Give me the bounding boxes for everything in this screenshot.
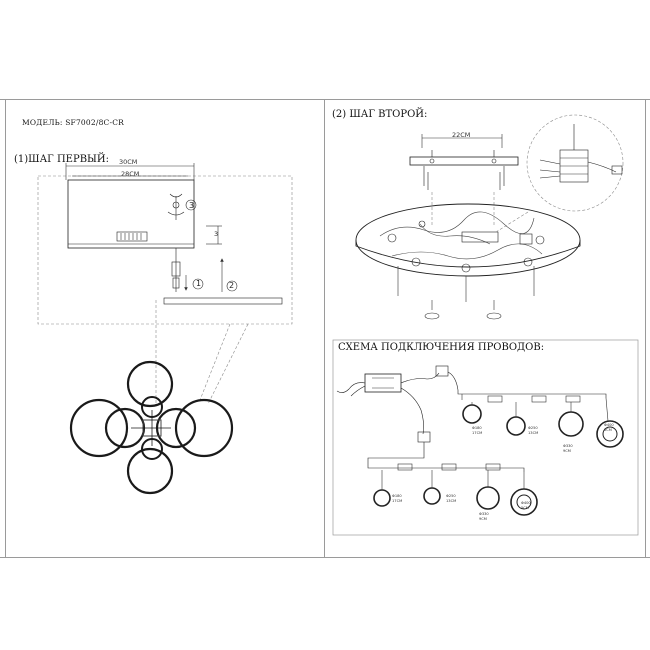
- ring-top-3-diam: Φ330: [563, 444, 573, 448]
- ring-top-4-length: 5CM: [604, 428, 612, 432]
- ring-top-3-length: 9CM: [563, 449, 571, 453]
- ring-bottom-3-diam: Φ330: [479, 512, 489, 516]
- step1-dim-side: 3: [214, 230, 219, 238]
- ring-bottom-3-length: 9CM: [479, 517, 487, 521]
- step2-dim-top: 22СМ: [452, 131, 471, 139]
- callout-2: 2: [229, 281, 235, 290]
- ring-top-2-length: 13CM: [528, 431, 539, 435]
- callout-3: 3: [189, 201, 195, 210]
- ring-top-1-length: 17CM: [472, 431, 483, 435]
- wiring-drawing: [337, 366, 623, 515]
- step1-dim-inner: 28СМ: [121, 170, 140, 178]
- ring-bottom-4-diam: Φ400: [521, 501, 531, 505]
- lamp-top-view: [71, 362, 232, 493]
- step2-drawing: [356, 115, 623, 319]
- step1-title: (1)ШАГ ПЕРВЫЙ:: [14, 154, 109, 165]
- ring-bottom-2-diam: Φ250: [446, 494, 456, 498]
- step1-dim-outer: 30СМ: [119, 158, 138, 166]
- ring-top-1-diam: Φ180: [472, 426, 482, 430]
- step1-drawing: [38, 163, 292, 406]
- callout-1: 1: [196, 279, 202, 288]
- wiring-title: СХЕМА ПОДКЛЮЧЕНИЯ ПРОВОДОВ:: [338, 342, 545, 353]
- ring-bottom-2-length: 13CM: [446, 499, 457, 503]
- ring-top-2-diam: Φ250: [528, 426, 538, 430]
- model-label: МОДЕЛЬ: SF7002/8C-CR: [22, 118, 125, 127]
- ring-top-4-diam: Φ400: [604, 423, 614, 427]
- ring-bottom-4-length: 5CM: [521, 506, 529, 510]
- step2-title: (2) ШАГ ВТОРОЙ:: [332, 109, 428, 120]
- ring-bottom-1-length: 17CM: [392, 499, 403, 503]
- ring-bottom-1-diam: Φ180: [392, 494, 402, 498]
